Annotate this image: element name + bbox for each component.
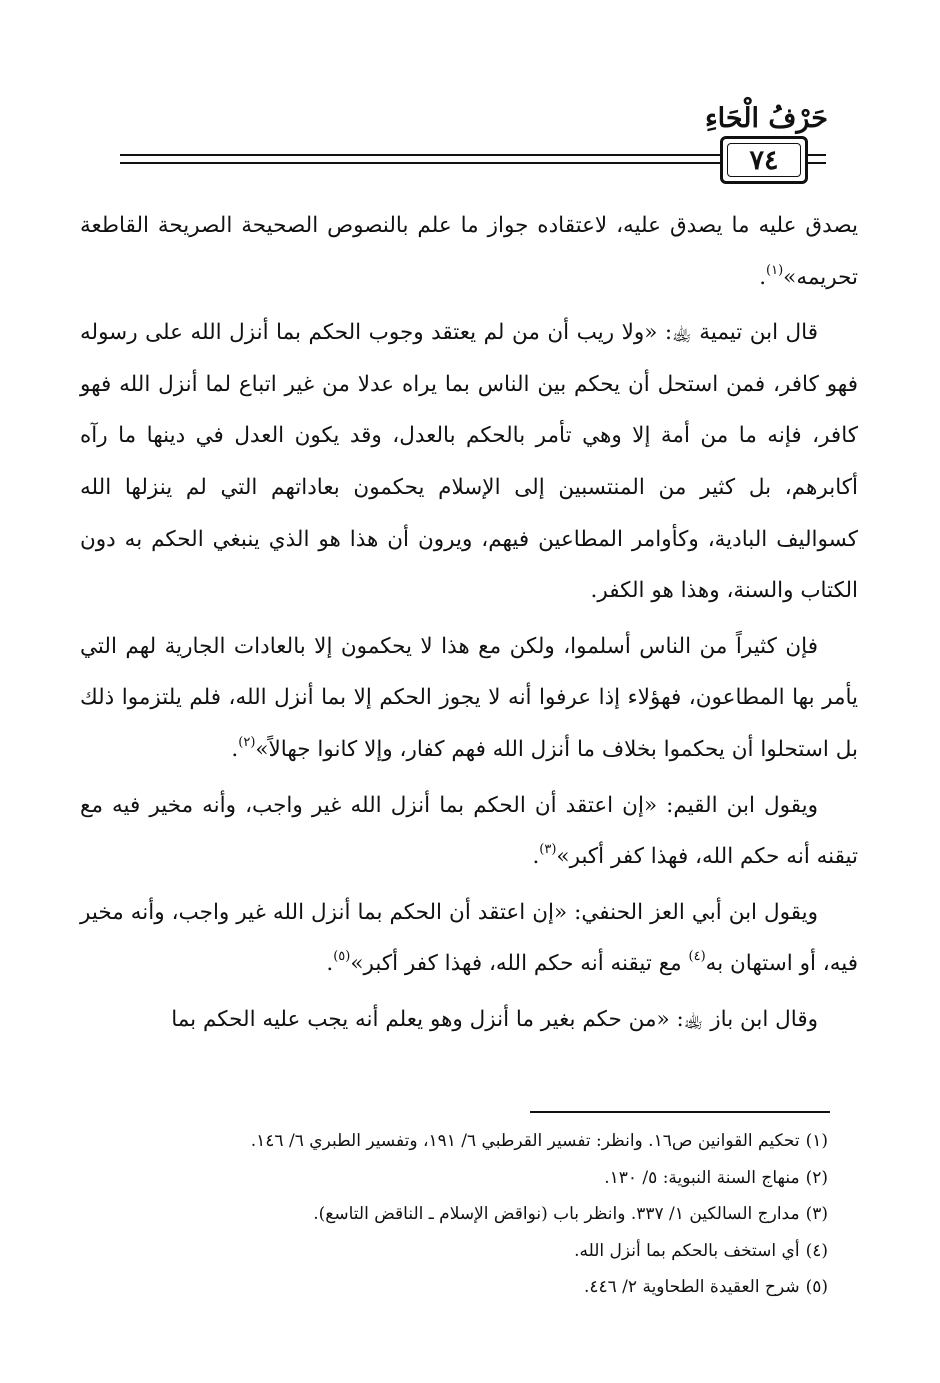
paragraph-3 — [80, 621, 858, 776]
footnote-text: تحكيم القوانين ص١٦. وانظر: تفسير القرطبي ٦/ ١٩١، وتفسير الطبري ٦/ ١٤٦. — [250, 1131, 800, 1151]
paragraph-3-text: فإن كثيراً من الناس أسلموا، ولكن مع هذا لا يحكمون إلا بالعادات الجارية لهم التي يأمر بها المطاعون، فهؤلاء إذا عرفوا أنه لا يجوز الحكم إلا بما أنزل الله، فلم يلتزموا ذلك بل استحلوا أن يحكموا بخلاف ما أنزل الله فهم كفار، وإلا كانوا جهالاً» — [80, 633, 858, 762]
main-text — [80, 200, 858, 1046]
paragraph-4-text: ويقول ابن القيم: «إن اعتقد أن الحكم بما أنزل الله غير واجب، وأنه مخير فيه مع تيقنه أنه حكم الله، فهذا كفر أكبر» — [80, 792, 858, 870]
footnote-number: (٤) — [805, 1240, 828, 1261]
page-number: ٧٤ — [749, 144, 779, 176]
paragraph-1-end: . — [759, 264, 767, 290]
paragraph-6-text: وقال ابن باز ﵀: «من حكم بغير ما أنزل وهو يعلم أنه يجب عليه الحكم بما — [171, 1006, 818, 1032]
footnote-number: (١) — [805, 1131, 828, 1151]
paragraph-5-text-b: مع تيقنه أنه حكم الله، فهذا كفر أكبر» — [350, 951, 689, 977]
paragraph-4-end: . — [532, 844, 540, 870]
footnote-ref-5: (٥) — [333, 949, 351, 965]
paragraph-3-end: . — [231, 736, 239, 762]
footnotes — [108, 1123, 828, 1306]
page-number-frame — [720, 136, 808, 184]
header-rule-line-top-right — [808, 154, 826, 156]
header-rule-line-bottom-right — [808, 162, 826, 164]
footnote-3 — [108, 1196, 828, 1233]
footnote-4 — [108, 1233, 828, 1270]
footnote-number: (٣) — [805, 1204, 828, 1224]
footnote-2 — [108, 1160, 828, 1197]
paragraph-6 — [80, 994, 858, 1046]
footnote-ref-4: (٤) — [688, 949, 706, 965]
chapter-title: حَرْفُ الْحَاءِ — [704, 103, 828, 134]
footnote-number: (٥) — [805, 1277, 828, 1297]
paragraph-5 — [80, 887, 858, 990]
paragraph-2-text: قال ابن تيمية ﵀: «ولا ريب أن من لم يعتقد وجوب الحكم بما أنزل الله على رسوله فهو كافر، فمن استحل أن يحكم بين الناس بما يراه عدلا من غير اتباع لما أنزل الله فهو كافر، فإنه ما من أمة إلا وهي تأمر بالحكم بالعدل، وقد يكون العدل في دينها ما رآه أكابرهم، بل كثير من المنتسبين إلى الإسلام يحكمون بعاداتهم التي لم ينزلها الله كسواليف البادية، وكأوامر المطاعين فيهم، ويرون أن هذا هو الذي ينبغي الحكم به دون الكتاب والسنة، وهذا هو الكفر. — [80, 320, 858, 604]
paragraph-1 — [80, 200, 858, 303]
footnote-5 — [108, 1269, 828, 1306]
footnote-text: منهاج السنة النبوية: ٥/ ١٣٠. — [604, 1167, 800, 1188]
footnote-number: (٢) — [805, 1167, 828, 1188]
footnote-separator — [530, 1111, 830, 1113]
header-rule-line-bottom — [120, 162, 720, 164]
footnote-1 — [108, 1123, 828, 1160]
header-rule-line-top — [120, 154, 720, 156]
paragraph-2 — [80, 307, 858, 617]
paragraph-5-text-a: ويقول ابن أبي العز الحنفي: «إن اعتقد أن الحكم بما أنزل الله غير واجب، وأنه مخير فيه، أو استهان به — [80, 899, 858, 977]
footnote-ref-2: (٢) — [238, 734, 256, 750]
footnote-text: مدارج السالكين ١/ ٣٣٧. وانظر باب (نواقض الإسلام ـ الناقض التاسع). — [313, 1204, 800, 1224]
footnote-text: أي استخف بالحكم بما أنزل الله. — [574, 1240, 800, 1261]
footnote-ref-1: (١) — [766, 262, 784, 278]
paragraph-4 — [80, 780, 858, 883]
footnote-ref-3: (٣) — [539, 842, 557, 858]
footnote-text: شرح العقيدة الطحاوية ٢/ ٤٤٦. — [583, 1277, 800, 1297]
paragraph-1-text: يصدق عليه ما يصدق عليه، لاعتقاده جواز ما علم بالنصوص الصحيحة الصريحة القاطعة تحريمه» — [80, 213, 858, 290]
paragraph-5-end: . — [326, 951, 334, 977]
